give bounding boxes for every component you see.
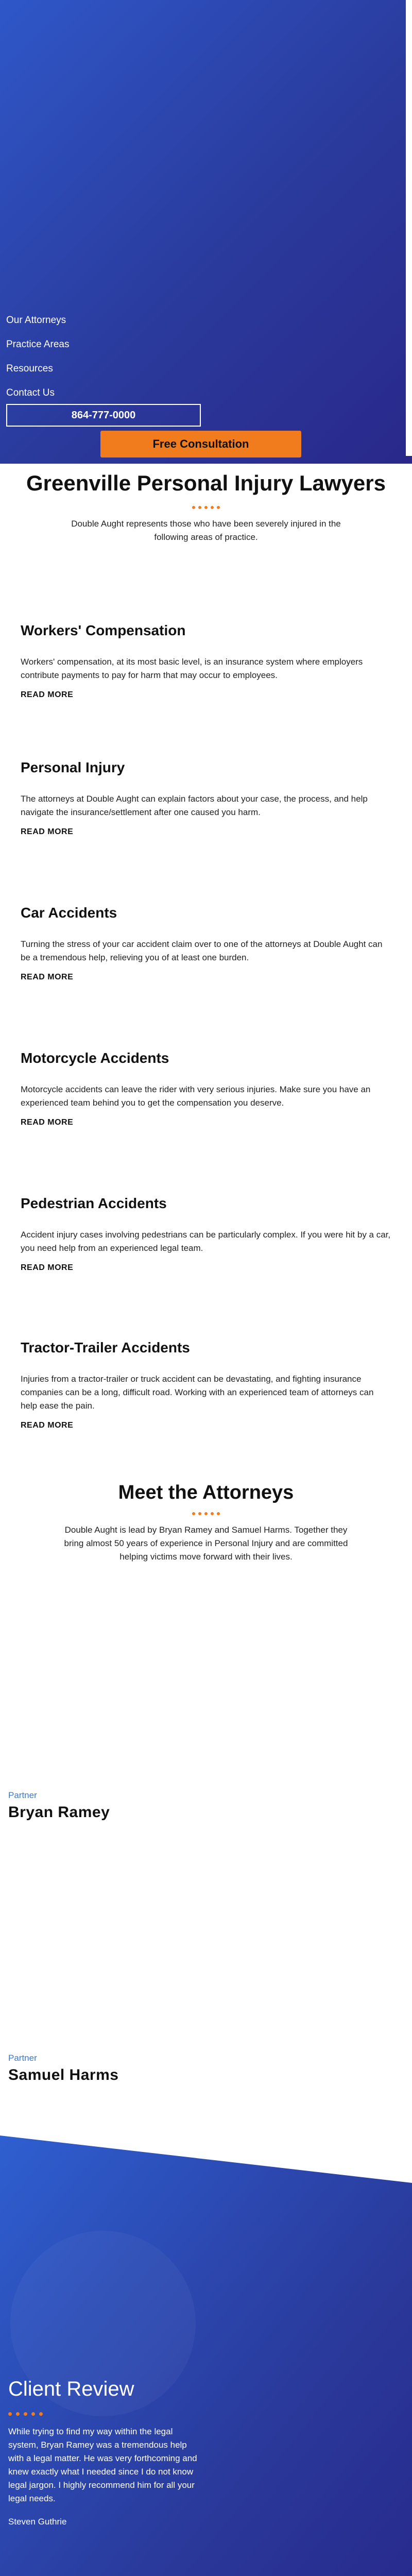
practice-area-text: Accident injury cases involving pedestrians can be particularly complex. If you were hit by a car, you need help from an experienced legal team. (21, 1230, 391, 1253)
phone-button[interactable]: 864-777-0000 (6, 404, 201, 427)
practice-area-text: Injuries from a tractor-trailer or truck accident can be devastating, and fighting insurance companies can be a long, difficult road. Working with an experienced team of attorneys can help ease the pain. (21, 1374, 374, 1411)
read-more-link[interactable]: READ MORE (21, 973, 74, 981)
attorney-role: Partner (8, 2053, 37, 2063)
attorneys-title: Meet the Attorneys (118, 1482, 294, 1503)
practice-area-text: Workers' compensation, at its most basic level, is an insurance system where employers contribute payments to pay for harm that may occur to employees. (21, 657, 363, 680)
attorney-samuel-harms[interactable] (0, 2053, 412, 2084)
attorneys-text: Double Aught is lead by Bryan Ramey and Samuel Harms. Together they bring almost 50 years of experience in Personal Injury and are committed helping victims move forward with their lives. (64, 1525, 348, 1562)
divider-dots (21, 506, 391, 509)
review-title: Client Review (8, 2378, 134, 2400)
practice-area-title: Motorcycle Accidents (21, 1050, 169, 1066)
nav-our-attorneys[interactable]: Our Attorneys (6, 315, 66, 326)
practice-area-title: Personal Injury (21, 759, 125, 775)
practice-area-text: Turning the stress of your car accident claim over to one of the attorneys at Double Aught can be a tremendous help, relieving you of at least one burden. (21, 939, 383, 962)
practice-area-car-accidents (0, 905, 412, 982)
attorney-name: Samuel Harms (8, 2066, 119, 2083)
page-title: Greenville Personal Injury Lawyers (26, 471, 386, 495)
practice-area-pedestrian (0, 1195, 412, 1273)
nav-resources[interactable]: Resources (6, 363, 53, 374)
main-nav (6, 308, 202, 405)
practice-area-title: Pedestrian Accidents (21, 1195, 167, 1211)
review-author: Steven Guthrie (8, 2517, 67, 2527)
review-text: While trying to find my way within the legal system, Bryan Ramey was a tremendous help with a legal matter. He was very forthcoming and knew exactly what I needed since I do not know legal jargon. I highly recommend him for all your legal needs. (8, 2427, 197, 2503)
read-more-link[interactable]: READ MORE (21, 1421, 74, 1430)
practice-area-workers-comp (0, 622, 412, 700)
read-more-link[interactable]: READ MORE (21, 1118, 74, 1127)
rating-dots (8, 2412, 204, 2416)
attorney-bryan-ramey[interactable] (0, 1790, 412, 1821)
read-more-link[interactable]: READ MORE (21, 690, 74, 699)
read-more-link[interactable]: READ MORE (21, 1263, 74, 1272)
practice-area-title: Car Accidents (21, 905, 117, 921)
nav-practice-areas[interactable]: Practice Areas (6, 339, 70, 350)
client-review-section (0, 2136, 412, 2576)
free-consultation-button[interactable]: Free Consultation (100, 431, 301, 457)
practice-area-text: Motorcycle accidents can leave the rider with very serious injuries. Make sure you have an experienced team behind you to get the compensation you deserve. (21, 1084, 371, 1108)
practice-area-personal-injury (0, 759, 412, 837)
read-more-link[interactable]: READ MORE (21, 827, 74, 836)
attorneys-section (0, 1482, 412, 1564)
practice-area-motorcycle (0, 1050, 412, 1127)
divider-dots (21, 1512, 391, 1515)
intro-text: Double Aught represents those who have been severely injured in the following areas of practice. (71, 519, 341, 542)
review-content (8, 2378, 204, 2527)
practice-area-tractor-trailer (0, 1340, 412, 1430)
nav-contact-us[interactable]: Contact Us (6, 387, 55, 398)
attorney-role: Partner (8, 1790, 37, 1800)
hero (0, 0, 412, 464)
practice-area-title: Tractor-Trailer Accidents (21, 1340, 190, 1355)
intro-section (0, 469, 412, 544)
attorney-name: Bryan Ramey (8, 1804, 110, 1821)
hero-edge-strip (406, 0, 412, 456)
practice-area-text: The attorneys at Double Aught can explain factors about your case, the process, and help navigate the insurance/settlement after one caused you harm. (21, 794, 368, 817)
practice-area-title: Workers' Compensation (21, 622, 186, 638)
